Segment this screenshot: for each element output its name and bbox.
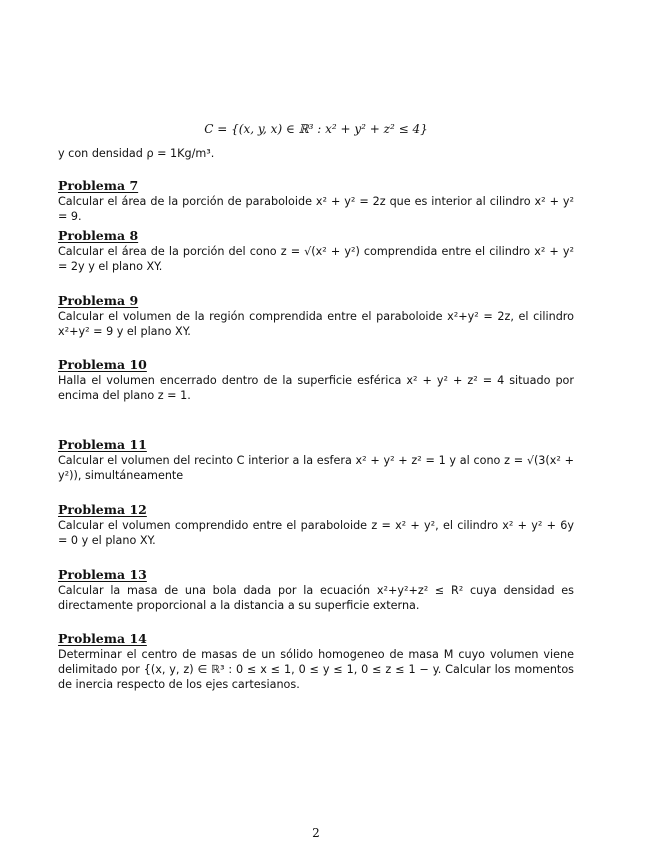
problem-text: Calcular la masa de una bola dada por la ecuación x²+y²+z² ≤ R² cuya densidad es directamente proporcional a la distancia a su superficie externa. (58, 584, 574, 612)
problem-12 (58, 502, 574, 548)
problem-title: Problema 13 (58, 567, 147, 582)
problem-text: Calcular el área de la porción de paraboloide x² + y² = 2z que es interior al cilindro x² + y² = 9. (58, 195, 574, 223)
problem-7 (58, 178, 574, 224)
problem-title: Problema 8 (58, 228, 139, 243)
problem-text: Determinar el centro de masas de un sólido homogeneo de masa M cuyo volumen viene delimitado por {(x, y, z) ∈ ℝ³ : 0 ≤ x ≤ 1, 0 ≤ y ≤ 1, 0 ≤ z ≤ 1 − y. Calcular los momentos de inercia respecto de los ejes cartesianos. (58, 648, 574, 691)
problem-title: Problema 11 (58, 437, 147, 452)
problem-8 (58, 228, 574, 274)
problem-text: Halla el volumen encerrado dentro de la superficie esférica x² + y² + z² = 4 situado por encima del plano z = 1. (58, 374, 574, 402)
problem-13 (58, 567, 574, 613)
problem-title: Problema 10 (58, 357, 147, 372)
problem-title: Problema 14 (58, 631, 147, 646)
document-page (58, 0, 574, 848)
display-formula: C = {(x, y, x) ∈ ℝ³ : x² + y² + z² ≤ 4} (204, 122, 428, 136)
problem-14 (58, 631, 574, 692)
problem-text: Calcular el volumen de la región comprendida entre el paraboloide x²+y² = 2z, el cilindro x²+y² = 9 y el plano XY. (58, 310, 574, 338)
density-line: y con densidad ρ = 1Kg/m³. (58, 147, 215, 160)
problem-text: Calcular el área de la porción del cono z = √(x² + y²) comprendida entre el cilindro x² + y² = 2y y el plano XY. (58, 245, 574, 273)
problem-text: Calcular el volumen comprendido entre el paraboloide z = x² + y², el cilindro x² + y² + 6y = 0 y el plano XY. (58, 519, 574, 547)
problem-text: Calcular el volumen del recinto C interior a la esfera x² + y² + z² = 1 y al cono z = √(3(x² + y²)), simultáneamente (58, 454, 574, 482)
problem-title: Problema 12 (58, 502, 147, 517)
problem-10 (58, 357, 574, 403)
problem-title: Problema 9 (58, 293, 139, 308)
problem-11 (58, 437, 574, 483)
page-number: 2 (312, 826, 320, 840)
problem-9 (58, 293, 574, 339)
problem-title: Problema 7 (58, 178, 139, 193)
